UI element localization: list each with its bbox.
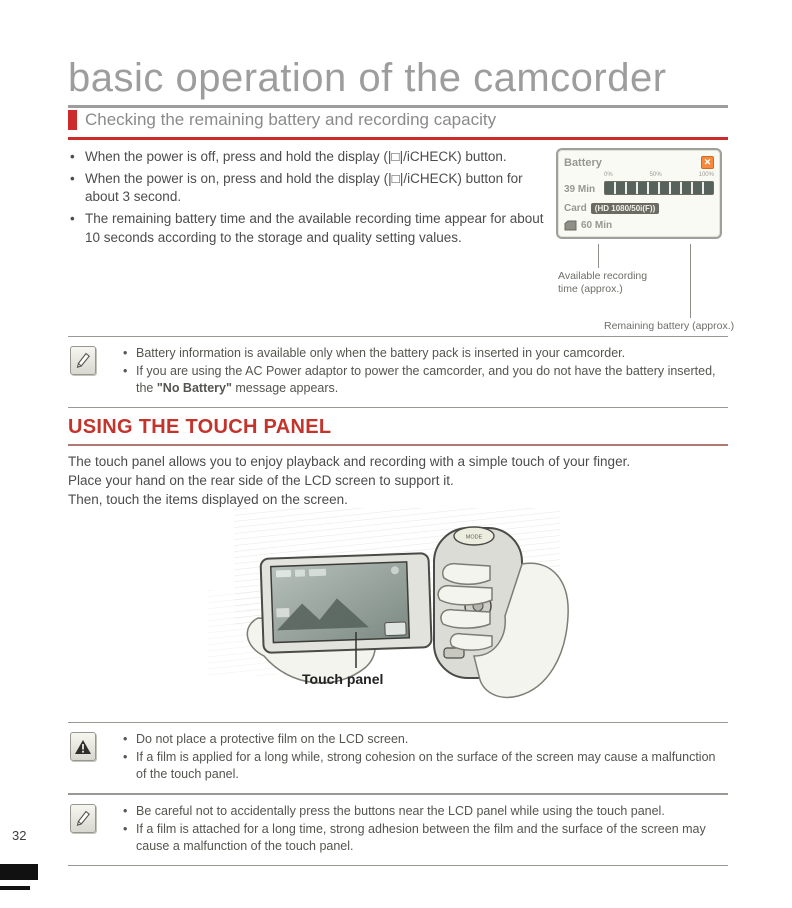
- note-item: • If a film is attached for a long time, strong adhesion between the film and the surface of the screen may cause a malfunction of the touch panel.: [122, 821, 724, 855]
- gauge-tick-label: 0%: [604, 172, 613, 178]
- note-list: [122, 345, 724, 397]
- close-icon: ✕: [701, 156, 714, 169]
- page-number: 32: [12, 828, 27, 843]
- paragraph-line: Then, touch the items displayed on the screen.: [68, 492, 348, 508]
- paragraph-line: The touch panel allows you to enjoy playback and recording with a simple touch of your finger.: [68, 454, 631, 469]
- battery-screen-header: [564, 156, 714, 169]
- callout-line: [598, 244, 599, 268]
- gauge-tick-label: 100%: [698, 172, 714, 178]
- sd-card-icon: [564, 220, 577, 231]
- screen-icon: [276, 608, 289, 617]
- trim-mark: [0, 886, 30, 890]
- warning-icon-box: [70, 732, 96, 761]
- pencil-icon: [76, 352, 91, 369]
- screen-menu-tab: [385, 622, 406, 636]
- list-item: • When the power is off, press and hold the display (|□|/iCHECK) button.: [68, 148, 550, 167]
- note-icon-box: [70, 346, 96, 375]
- warning-box: [68, 722, 728, 794]
- page-title: basic operation of the camcorder: [68, 56, 728, 108]
- section-heading-touch-panel: USING THE TOUCH PANEL: [68, 416, 728, 446]
- screen-icon: [276, 570, 291, 578]
- note-text-bold: "No Battery": [156, 380, 232, 395]
- paragraph-line: Place your hand on the rear side of the LCD screen to support it.: [68, 473, 454, 489]
- battery-gauge-wrap: [604, 172, 714, 195]
- lcd-panel: [260, 553, 431, 653]
- note-text: If you are using the AC Power adaptor to power the camcorder, and you do not have the battery inserted, the: [136, 363, 716, 395]
- touch-panel-label: Touch panel: [302, 671, 384, 687]
- warning-icon: [74, 739, 92, 755]
- card-label: Card: [564, 203, 587, 214]
- recording-time-row: [564, 220, 714, 231]
- touch-panel-paragraph: [68, 452, 728, 509]
- mode-button-label: MODE: [465, 534, 483, 541]
- note-item: • Battery information is available only when the battery pack is inserted in your camcorder.: [122, 345, 724, 362]
- note-box-touch-panel: [68, 794, 728, 866]
- section-heading-text: Checking the remaining battery and recording capacity: [85, 110, 497, 129]
- battery-gauge-row: [564, 172, 714, 195]
- battery-screen: [556, 148, 722, 239]
- battery-gauge: [604, 181, 714, 195]
- camcorder-illustration: [206, 506, 586, 716]
- list-item: • When the power is on, press and hold the display (|□|/iCHECK) button for about 3 second.: [68, 170, 550, 207]
- note-item: • Be careful not to accidentally press the buttons near the LCD panel while using the touch panel.: [122, 803, 724, 820]
- gauge-scale: [604, 172, 714, 178]
- note-list: [122, 803, 724, 855]
- battery-instructions-list: [68, 148, 550, 250]
- list-item: • The remaining battery time and the available recording time appear for about 10 seconds according to the storage and quality setting values.: [68, 210, 550, 247]
- note-text: message appears.: [231, 380, 339, 395]
- gauge-tick-label: 50%: [649, 172, 662, 178]
- battery-info-figure: [556, 148, 738, 332]
- battery-time-value: 39 Min: [564, 184, 596, 195]
- section-heading-battery: [68, 110, 728, 140]
- warning-list: [122, 731, 724, 783]
- note-box-battery: [68, 336, 728, 408]
- warning-item: • If a film is applied for a long while, strong cohesion on the surface of the screen may cause a malfunction of the touch panel.: [122, 749, 724, 783]
- heading-accent-bar: [68, 110, 77, 130]
- warning-item: • Do not place a protective film on the LCD screen.: [122, 731, 724, 748]
- camcorder-illustration-svg: [206, 506, 586, 716]
- callout-recording-label: Available recording time (approx.): [558, 270, 648, 296]
- card-mode-row: [564, 203, 714, 214]
- trim-mark: [0, 864, 38, 880]
- note-icon-box: [70, 804, 96, 833]
- battery-screen-title: Battery: [564, 156, 602, 169]
- callout-line: [690, 244, 691, 318]
- pencil-icon: [76, 810, 91, 827]
- note-item: [122, 363, 724, 397]
- recording-time-value: 60 Min: [581, 220, 613, 231]
- screen-icon: [309, 569, 326, 577]
- card-mode-badge: (HD 1080/50i(F)): [591, 203, 659, 214]
- callout-battery-label: Remaining battery (approx.): [604, 320, 735, 332]
- screen-icon: [295, 569, 305, 576]
